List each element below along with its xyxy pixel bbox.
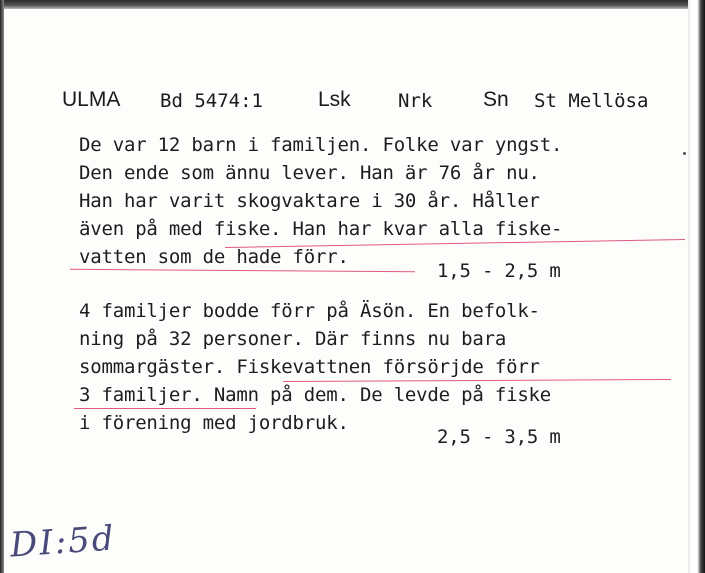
card-header [62, 88, 682, 118]
landskap-value: Nrk [398, 90, 433, 112]
socken-label: Sn [483, 88, 509, 111]
socken-value: St Mellösa [534, 90, 649, 112]
section2-line: 4 familjer bodde förr på Äsön. En befolk- [79, 300, 540, 322]
scan-edge-left [0, 0, 4, 573]
section1-line: även på med fiske. Han har kvar alla fiske- [79, 218, 563, 240]
section2-line: 3 familjer. Namn på dem. De levde på fiske [79, 384, 552, 406]
section2-line: sommargäster. Fiskevattnen försörjde förr [79, 356, 540, 378]
depth-range: 2,5 - 3,5 m [437, 426, 561, 448]
section1-line: vatten som de hade förr. [79, 246, 349, 268]
section1-line: De var 12 barn i familjen. Folke var yngst. [79, 134, 563, 156]
highlight-underline [74, 408, 256, 409]
archive-code: ULMA [62, 88, 121, 111]
depth-range: 1,5 - 2,5 m [437, 260, 561, 282]
reference-number: Bd 5474:1 [160, 90, 263, 112]
handwritten-note: DI:5d [8, 518, 117, 566]
highlight-underline [225, 239, 685, 248]
highlight-underline [283, 379, 671, 382]
highlight-underline [70, 269, 415, 272]
section1-line: Han har varit skogvaktare i 30 år. Håller [79, 190, 540, 212]
scan-edge-top [0, 0, 705, 9]
section2-line: i förening med jordbruk. [79, 412, 349, 434]
section2-line: ning på 32 personer. Där finns nu bara [79, 328, 507, 350]
scan-edge-right [688, 0, 705, 573]
ink-speck [683, 152, 686, 155]
section1-line: Den ende som ännu lever. Han är 76 år nu. [79, 162, 540, 184]
landskap-label: Lsk [318, 88, 351, 111]
